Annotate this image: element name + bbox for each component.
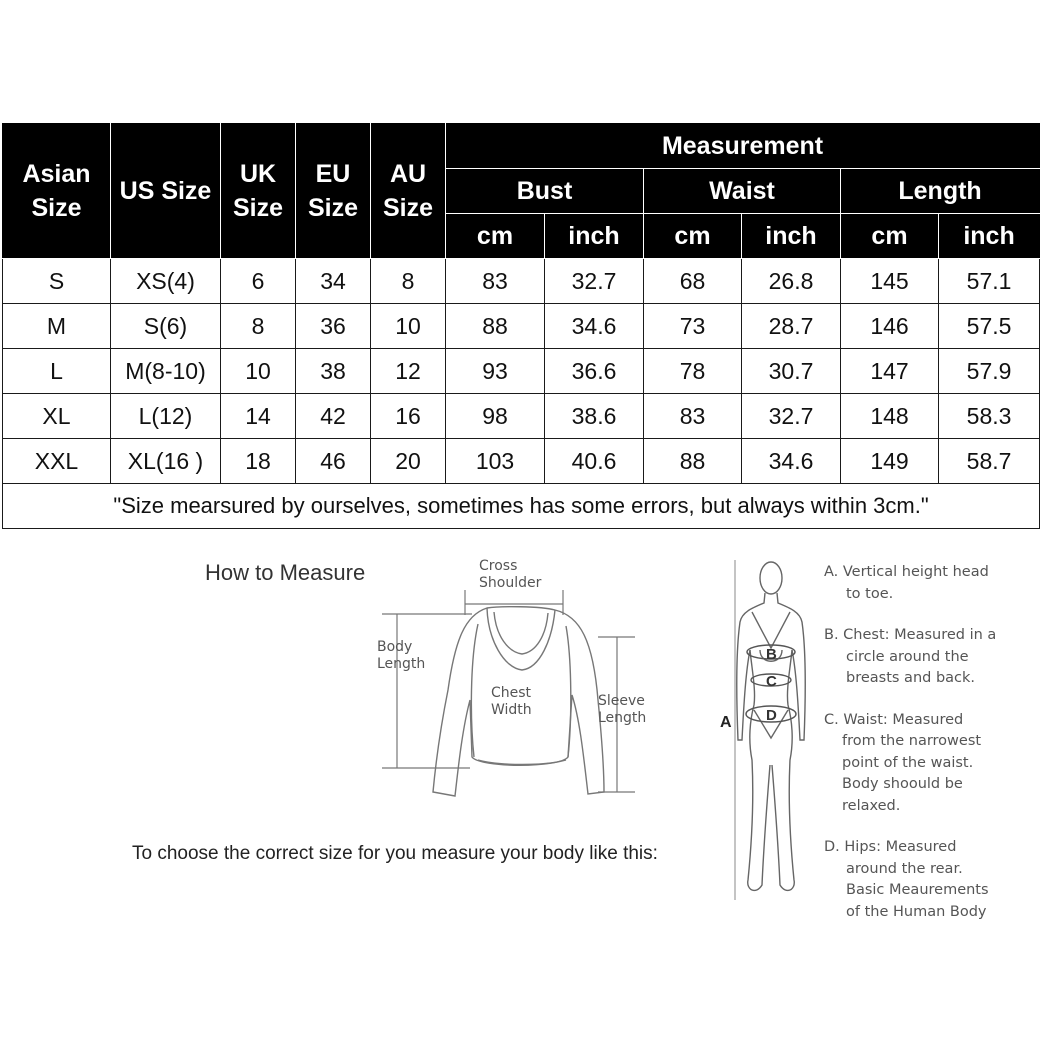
table-cell: 42 (296, 394, 371, 439)
table-cell: 16 (371, 394, 446, 439)
label-a: A (720, 714, 732, 731)
table-cell: S(6) (111, 304, 221, 349)
table-cell: 68 (644, 259, 742, 304)
header-bust-cm: cm (446, 214, 545, 259)
table-cell: 145 (841, 259, 939, 304)
measurement-notes (824, 562, 1044, 943)
table-cell: 149 (841, 439, 939, 484)
header-uk-size: UK Size (221, 124, 296, 259)
table-cell: 32.7 (545, 259, 644, 304)
note-a: A. Vertical height head to toe. (824, 564, 989, 602)
table-cell: XL (3, 394, 111, 439)
table-cell: M(8-10) (111, 349, 221, 394)
table-cell: XXL (3, 439, 111, 484)
table-cell: 38.6 (545, 394, 644, 439)
table-cell: 98 (446, 394, 545, 439)
header-measurement: Measurement (446, 124, 1040, 169)
table-cell: L (3, 349, 111, 394)
header-eu-size: EU Size (296, 124, 371, 259)
table-cell: 58.7 (939, 439, 1040, 484)
table-cell: 83 (644, 394, 742, 439)
how-to-measure-title: How to Measure (205, 560, 366, 585)
header-length: Length (841, 169, 1040, 214)
table-cell: XS(4) (111, 259, 221, 304)
table-cell: 78 (644, 349, 742, 394)
header-waist: Waist (644, 169, 841, 214)
label-c: C (766, 673, 777, 690)
header-waist-cm: cm (644, 214, 742, 259)
note-b: B. Chest: Measured in a circle around the breasts and back. (824, 627, 997, 686)
table-cell: 8 (221, 304, 296, 349)
table-cell: S (3, 259, 111, 304)
table-cell: 147 (841, 349, 939, 394)
table-cell: 32.7 (742, 394, 841, 439)
label-body-length: Length (377, 656, 426, 672)
table-cell: 57.1 (939, 259, 1040, 304)
header-length-cm: cm (841, 214, 939, 259)
label-d: D (766, 707, 777, 724)
table-cell: 34 (296, 259, 371, 304)
note-c: C. Waist: Measured from the narrowest point of the waist. Body shoould be relaxed. (824, 711, 982, 814)
table-cell: 103 (446, 439, 545, 484)
table-note: "Size mearsured by ourselves, sometimes has some errors, but always within 3cm." (3, 484, 1040, 529)
table-cell: 12 (371, 349, 446, 394)
label-cross: Cross (479, 558, 518, 574)
table-cell: 46 (296, 439, 371, 484)
table-cell: 148 (841, 394, 939, 439)
label-chest-width: Width (491, 702, 532, 718)
table-cell: 10 (221, 349, 296, 394)
table-cell: L(12) (111, 394, 221, 439)
header-bust-inch: inch (545, 214, 644, 259)
table-cell: 38 (296, 349, 371, 394)
table-cell: 30.7 (742, 349, 841, 394)
label-chest: Chest (491, 685, 532, 701)
header-au-size: AU Size (371, 124, 446, 259)
table-cell: 34.6 (742, 439, 841, 484)
table-cell: 36 (296, 304, 371, 349)
label-sleeve: Sleeve (598, 693, 645, 709)
label-shoulder: Shoulder (479, 575, 542, 591)
table-cell: 58.3 (939, 394, 1040, 439)
table-cell: 14 (221, 394, 296, 439)
header-waist-inch: inch (742, 214, 841, 259)
table-cell: 83 (446, 259, 545, 304)
choose-size-text: To choose the correct size for you measure your body like this: (132, 843, 658, 864)
table-cell: 26.8 (742, 259, 841, 304)
table-cell: M (3, 304, 111, 349)
table-cell: 57.9 (939, 349, 1040, 394)
table-cell: 93 (446, 349, 545, 394)
note-d: D. Hips: Measured around the rear. Basic Meaurements of the Human Body (824, 839, 989, 920)
table-cell: 146 (841, 304, 939, 349)
label-b: B (766, 646, 777, 663)
table-cell: 88 (446, 304, 545, 349)
body-figure (737, 562, 806, 890)
table-cell: 6 (221, 259, 296, 304)
table-cell: 57.5 (939, 304, 1040, 349)
label-sleeve-length: Length (598, 710, 647, 726)
table-cell: 10 (371, 304, 446, 349)
header-bust: Bust (446, 169, 644, 214)
header-us-size: US Size (111, 124, 221, 259)
label-body: Body (377, 639, 413, 655)
table-cell: 34.6 (545, 304, 644, 349)
table-cell: 36.6 (545, 349, 644, 394)
table-cell: 88 (644, 439, 742, 484)
header-length-inch: inch (939, 214, 1040, 259)
table-cell: 8 (371, 259, 446, 304)
table-cell: 73 (644, 304, 742, 349)
table-cell: 40.6 (545, 439, 644, 484)
table-cell: 18 (221, 439, 296, 484)
table-cell: 20 (371, 439, 446, 484)
header-asian-size: Asian Size (3, 124, 111, 259)
table-cell: 28.7 (742, 304, 841, 349)
table-cell: XL(16 ) (111, 439, 221, 484)
